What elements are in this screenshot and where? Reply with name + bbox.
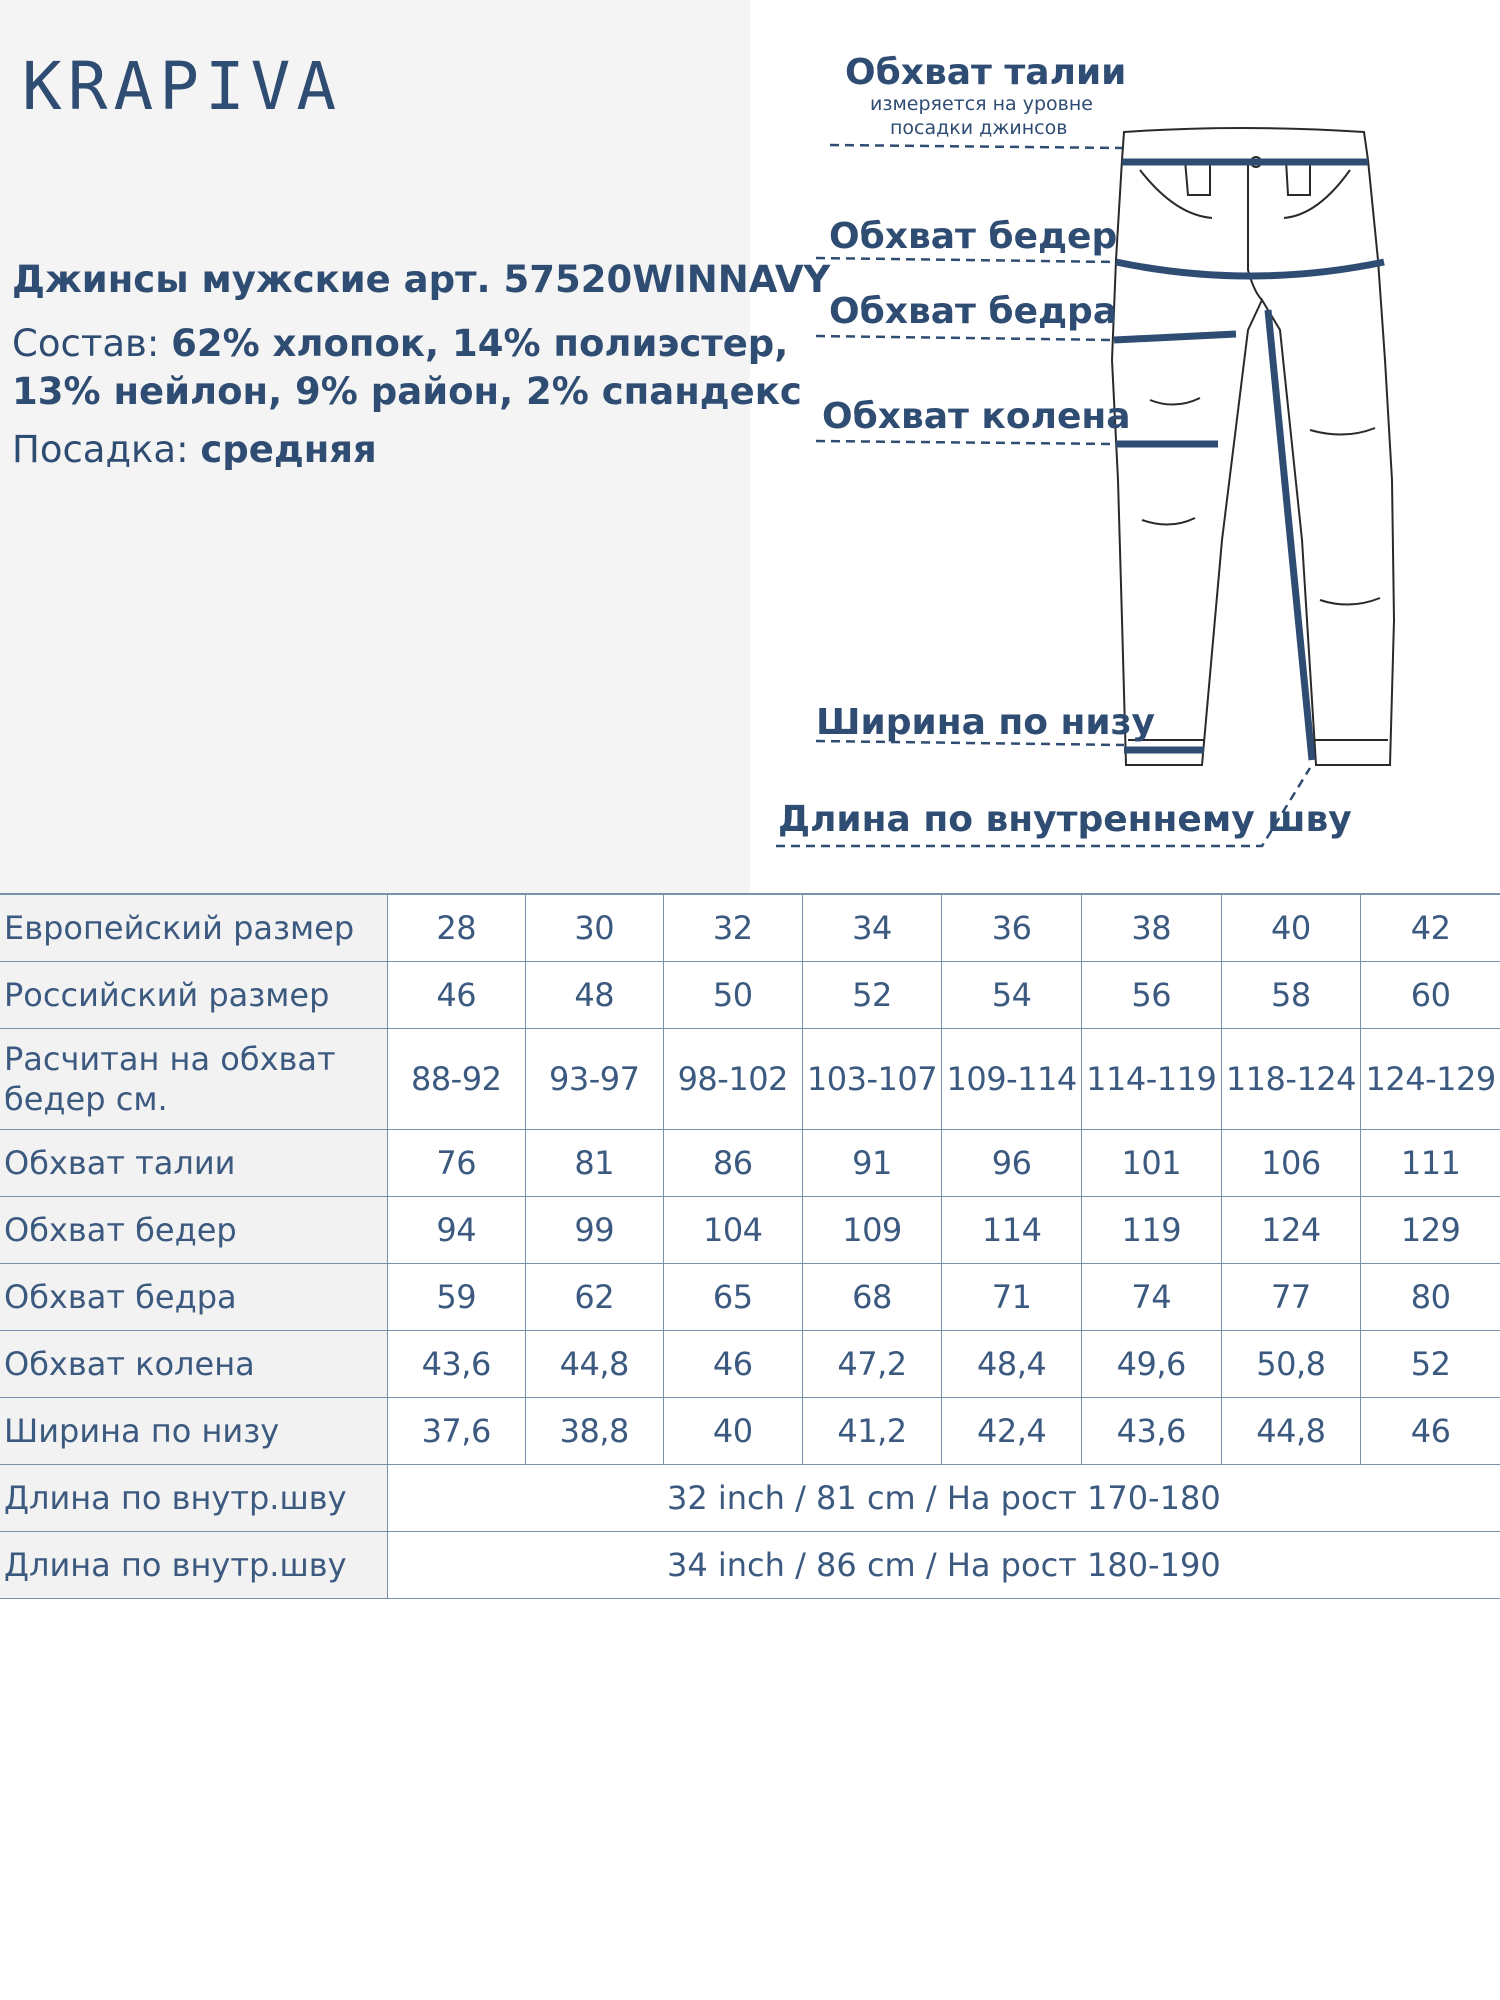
table-row	[0, 1029, 1500, 1130]
row-label: Европейский размер	[0, 894, 387, 962]
table-cell: 47,2	[802, 1331, 942, 1398]
table-cell: 114	[942, 1197, 1082, 1264]
row-label: Обхват талии	[0, 1130, 387, 1197]
table-cell: 48,4	[942, 1331, 1082, 1398]
table-cell: 99	[525, 1197, 663, 1264]
table-cell: 65	[663, 1264, 802, 1331]
table-cell: 62	[525, 1264, 663, 1331]
table-cell: 42,4	[942, 1398, 1082, 1465]
table-row	[0, 1532, 1500, 1599]
row-label: Обхват бедер	[0, 1197, 387, 1264]
hips-label: Обхват бедер	[829, 216, 1118, 257]
table-cell: 46	[387, 962, 525, 1029]
table-cell: 50	[663, 962, 802, 1029]
table-cell: 49,6	[1081, 1331, 1221, 1398]
fit-line	[12, 428, 377, 471]
hem-label: Ширина по низу	[816, 702, 1156, 743]
table-cell: 68	[802, 1264, 942, 1331]
row-label-line-2: бедер см.	[4, 1080, 168, 1118]
hips-band	[1116, 262, 1384, 276]
table-row	[0, 1130, 1500, 1197]
row-label-line-1: Расчитан на обхват	[4, 1040, 336, 1078]
row-label: Обхват колена	[0, 1331, 387, 1398]
table-cell: 43,6	[1081, 1398, 1221, 1465]
size-table	[0, 893, 1500, 1599]
fit-value: средняя	[200, 428, 377, 471]
merged-cell: 32 inch / 81 cm / На рост 170-180	[387, 1465, 1500, 1532]
row-label: Ширина по низу	[0, 1398, 387, 1465]
table-cell: 36	[942, 894, 1082, 962]
composition-line-1	[12, 322, 788, 365]
inseam-label: Длина по внутреннему шву	[778, 799, 1352, 840]
composition-value-1: 62% хлопок, 14% полиэстер,	[171, 322, 789, 365]
table-cell: 54	[942, 962, 1082, 1029]
brand-logo: KRAPIVA	[22, 48, 343, 125]
table-cell: 77	[1221, 1264, 1361, 1331]
row-label: Длина по внутр.шву	[0, 1465, 387, 1532]
table-cell: 104	[663, 1197, 802, 1264]
table-cell: 38	[1081, 894, 1221, 962]
table-cell: 44,8	[525, 1331, 663, 1398]
table-cell: 46	[663, 1331, 802, 1398]
table-row	[0, 962, 1500, 1029]
table-cell: 32	[663, 894, 802, 962]
table-cell: 119	[1081, 1197, 1221, 1264]
table-row	[0, 894, 1500, 962]
row-label: Длина по внутр.шву	[0, 1532, 387, 1599]
row-label: Обхват бедра	[0, 1264, 387, 1331]
table-cell: 38,8	[525, 1398, 663, 1465]
waist-label: Обхват талии	[845, 52, 1127, 93]
table-cell: 58	[1221, 962, 1361, 1029]
table-cell: 76	[387, 1130, 525, 1197]
table-cell: 28	[387, 894, 525, 962]
table-cell: 80	[1361, 1264, 1500, 1331]
composition-label: Состав:	[12, 322, 160, 365]
composition-line-2	[12, 370, 802, 413]
fit-label: Посадка:	[12, 428, 189, 471]
table-cell: 81	[525, 1130, 663, 1197]
row-label: Российский размер	[0, 962, 387, 1029]
table-row	[0, 1264, 1500, 1331]
thigh-label: Обхват бедра	[829, 291, 1118, 332]
table-cell: 124	[1221, 1197, 1361, 1264]
table-cell: 41,2	[802, 1398, 942, 1465]
table-cell: 114-119	[1081, 1029, 1221, 1130]
table-cell: 98-102	[663, 1029, 802, 1130]
table-cell: 74	[1081, 1264, 1221, 1331]
table-cell: 109-114	[942, 1029, 1082, 1130]
table-row	[0, 1331, 1500, 1398]
table-cell: 93-97	[525, 1029, 663, 1130]
table-cell: 37,6	[387, 1398, 525, 1465]
product-title: Джинсы мужские арт. 57520WINNAVY	[12, 258, 831, 301]
table-cell: 103-107	[802, 1029, 942, 1130]
table-cell: 60	[1361, 962, 1500, 1029]
table-cell: 40	[663, 1398, 802, 1465]
table-cell: 42	[1361, 894, 1500, 962]
waist-note-2: посадки джинсов	[890, 117, 1068, 139]
row-label	[0, 1029, 387, 1130]
table-cell: 46	[1361, 1398, 1500, 1465]
table-cell: 59	[387, 1264, 525, 1331]
table-cell: 111	[1361, 1130, 1500, 1197]
merged-cell: 34 inch / 86 cm / На рост 180-190	[387, 1532, 1500, 1599]
table-cell: 86	[663, 1130, 802, 1197]
table-row	[0, 1197, 1500, 1264]
waist-note-1: измеряется на уровне	[870, 93, 1093, 115]
measurement-diagram	[760, 0, 1500, 893]
table-cell: 124-129	[1361, 1029, 1500, 1130]
table-cell: 118-124	[1221, 1029, 1361, 1130]
table-cell: 91	[802, 1130, 942, 1197]
table-cell: 101	[1081, 1130, 1221, 1197]
table-cell: 52	[802, 962, 942, 1029]
table-row	[0, 1398, 1500, 1465]
table-cell: 71	[942, 1264, 1082, 1331]
table-cell: 52	[1361, 1331, 1500, 1398]
table-cell: 129	[1361, 1197, 1500, 1264]
table-cell: 30	[525, 894, 663, 962]
table-cell: 88-92	[387, 1029, 525, 1130]
table-cell: 94	[387, 1197, 525, 1264]
knee-label: Обхват колена	[822, 396, 1131, 437]
composition-value-2: 13% нейлон, 9% район, 2% спандекс	[12, 370, 802, 413]
table-cell: 109	[802, 1197, 942, 1264]
thigh-band	[1114, 334, 1236, 340]
table-cell: 34	[802, 894, 942, 962]
table-cell: 56	[1081, 962, 1221, 1029]
table-cell: 43,6	[387, 1331, 525, 1398]
table-cell: 50,8	[1221, 1331, 1361, 1398]
table-cell: 96	[942, 1130, 1082, 1197]
table-cell: 40	[1221, 894, 1361, 962]
table-cell: 106	[1221, 1130, 1361, 1197]
table-cell: 48	[525, 962, 663, 1029]
table-row	[0, 1465, 1500, 1532]
table-cell: 44,8	[1221, 1398, 1361, 1465]
inseam-line	[1268, 310, 1312, 760]
